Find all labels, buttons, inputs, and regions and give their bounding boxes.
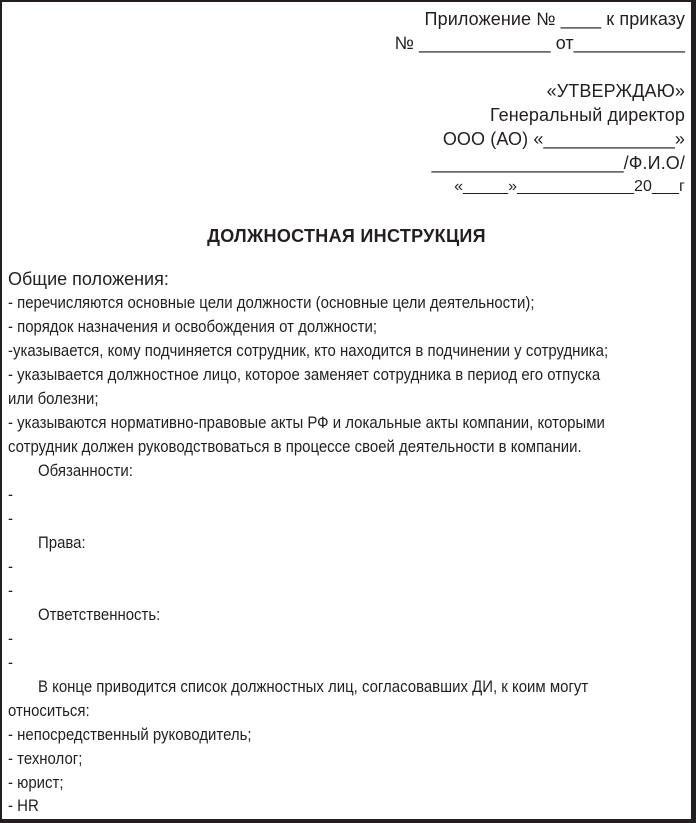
responsibility-item: - xyxy=(8,653,13,672)
date-line: «_____»_____________20___г xyxy=(454,178,685,195)
duties-heading: Обязанности: xyxy=(38,461,133,480)
general-line: - порядок назначения и освобождения от должности; xyxy=(8,317,378,336)
duties-item: - xyxy=(8,509,13,528)
general-line: или болезни; xyxy=(8,389,99,408)
general-line: - указывается должностное лицо, которое заменяет сотрудника в период его отпуска xyxy=(8,365,601,384)
approvers-intro-cont: относиться: xyxy=(8,701,90,720)
appendix-line: Приложение № ____ к приказу xyxy=(424,9,685,29)
rights-item: - xyxy=(8,557,13,576)
approver-item: - HR xyxy=(8,796,39,815)
director-position: Генеральный директор xyxy=(489,105,685,125)
approve-label: «УТВЕРЖДАЮ» xyxy=(546,81,685,101)
page-title: ДОЛЖНОСТНАЯ ИНСТРУКЦИЯ xyxy=(207,226,486,246)
responsibility-item: - xyxy=(8,629,13,648)
signature-line: ___________________/Ф.И.О/ xyxy=(431,153,685,173)
responsibility-heading: Ответственность: xyxy=(38,605,161,624)
general-line: -указывается, кому подчиняется сотрудник, кто находится в подчинении у сотрудника; xyxy=(8,341,609,360)
general-line: - указываются нормативно-правовые акты РФ и локальные акты компании, которыми xyxy=(8,413,605,432)
rights-heading: Права: xyxy=(38,533,86,552)
general-line: сотрудник должен руководствоваться в процессе своей деятельности в компании. xyxy=(8,437,582,456)
approver-item: - юрист; xyxy=(8,773,64,792)
general-heading: Общие положения: xyxy=(8,269,169,289)
rights-item: - xyxy=(8,581,13,600)
order-line: № _____________ от___________ xyxy=(394,33,685,53)
document-page xyxy=(2,2,691,819)
approver-item: - непосредственный руководитель; xyxy=(8,725,252,744)
approvers-intro: В конце приводится список должностных лиц, согласовавших ДИ, к коим могут xyxy=(38,677,589,696)
general-line: - перечисляются основные цели должности (основные цели деятельности); xyxy=(8,293,535,312)
approver-item: - технолог; xyxy=(8,749,83,768)
company-line: ООО (АО) «_____________» xyxy=(442,129,685,149)
duties-item: - xyxy=(8,485,13,504)
